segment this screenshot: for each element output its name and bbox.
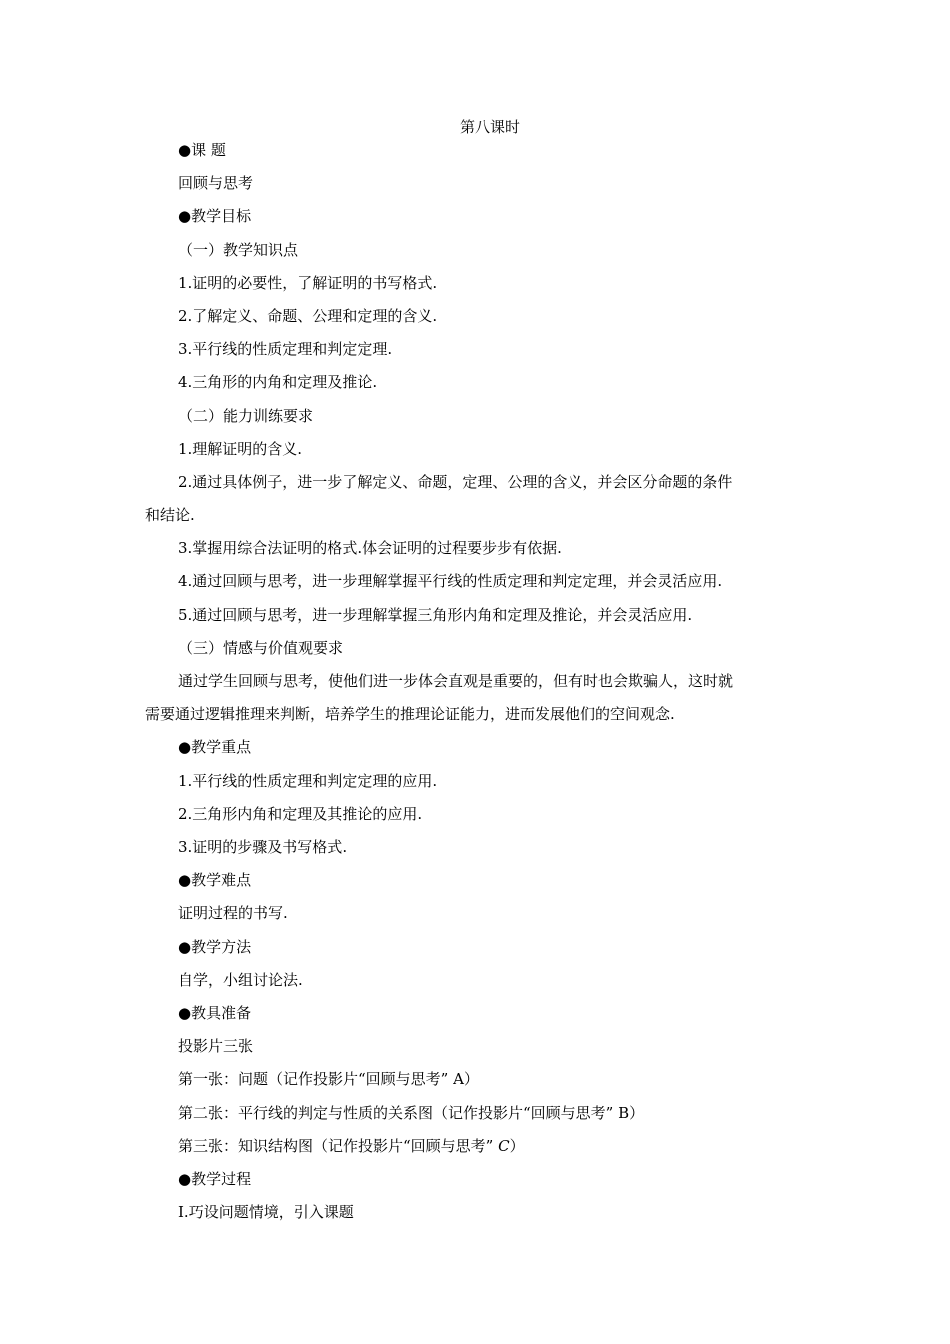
list-item: 5.通过回顾与思考，进一步理解掌握三角形内角和定理及推论，并会灵活应用. xyxy=(178,605,693,624)
list-item: 2.通过具体例子，进一步了解定义、命题，定理、公理的含义，并会区分命题的条件 xyxy=(178,472,733,491)
list-item: 1.平行线的性质定理和判定定理的应用. xyxy=(178,771,438,790)
section-heading-process: ●教学过程 xyxy=(178,1169,252,1188)
topic-text: 回顾与思考 xyxy=(178,174,254,193)
page-title: 第八课时 xyxy=(459,118,520,136)
difficulty-text: 证明过程的书写. xyxy=(178,904,288,923)
list-item: 1.理解证明的含义. xyxy=(178,439,303,458)
list-item: 1.证明的必要性，了解证明的书写格式. xyxy=(178,273,438,292)
section-heading-topic: ●课 题 xyxy=(178,141,226,159)
subheading-knowledge: （一）教学知识点 xyxy=(178,240,299,259)
list-item-letter: C xyxy=(498,1136,510,1155)
list-item: 第一张：问题（记作投影片“回顾与思考” A） xyxy=(178,1070,479,1089)
section-heading-materials: ●教具准备 xyxy=(178,1003,252,1022)
subheading-ability: （二）能力训练要求 xyxy=(178,406,314,425)
section-heading-goals: ●教学目标 xyxy=(178,207,252,226)
list-item: 2.了解定义、命题、公理和定理的含义. xyxy=(178,306,438,325)
list-item-close: ） xyxy=(509,1136,525,1155)
section-heading-method: ●教学方法 xyxy=(178,937,252,956)
list-item: 3.平行线的性质定理和判定定理. xyxy=(178,340,393,359)
list-item: 3.掌握用综合法证明的格式.体会证明的过程要步步有依据. xyxy=(178,539,562,558)
list-item: 3.证明的步骤及书写格式. xyxy=(178,838,348,856)
list-item: 第二张：平行线的判定与性质的关系图（记作投影片“回顾与思考” B） xyxy=(178,1103,645,1122)
list-item xyxy=(145,1130,810,1163)
section-heading-difficulty: ●教学难点 xyxy=(178,871,252,890)
subheading-values: （三）情感与价值观要求 xyxy=(178,638,344,657)
method-text: 自学，小组讨论法. xyxy=(178,970,303,989)
section-heading-focus: ●教学重点 xyxy=(178,738,252,757)
list-item-text: 第三张：知识结构图（记作投影片“回顾与思考” xyxy=(178,1136,499,1155)
list-item-continuation: 和结论. xyxy=(145,506,195,525)
list-item: 2.三角形内角和定理及其推论的应用. xyxy=(178,804,423,823)
document-body xyxy=(145,134,810,1229)
list-item: 4.三角形的内角和定理及推论. xyxy=(178,373,378,392)
process-step: Ⅰ.巧设问题情境，引入课题 xyxy=(178,1203,354,1222)
materials-text: 投影片三张 xyxy=(178,1037,254,1056)
list-item: 4.通过回顾与思考，进一步理解掌握平行线的性质定理和判定定理，并会灵活应用. xyxy=(178,572,723,591)
paragraph-continuation: 需要通过逻辑推理来判断，培养学生的推理论证能力，进而发展他们的空间观念. xyxy=(145,705,675,724)
paragraph: 通过学生回顾与思考，使他们进一步体会直观是重要的，但有时也会欺骗人，这时就 xyxy=(178,672,734,691)
